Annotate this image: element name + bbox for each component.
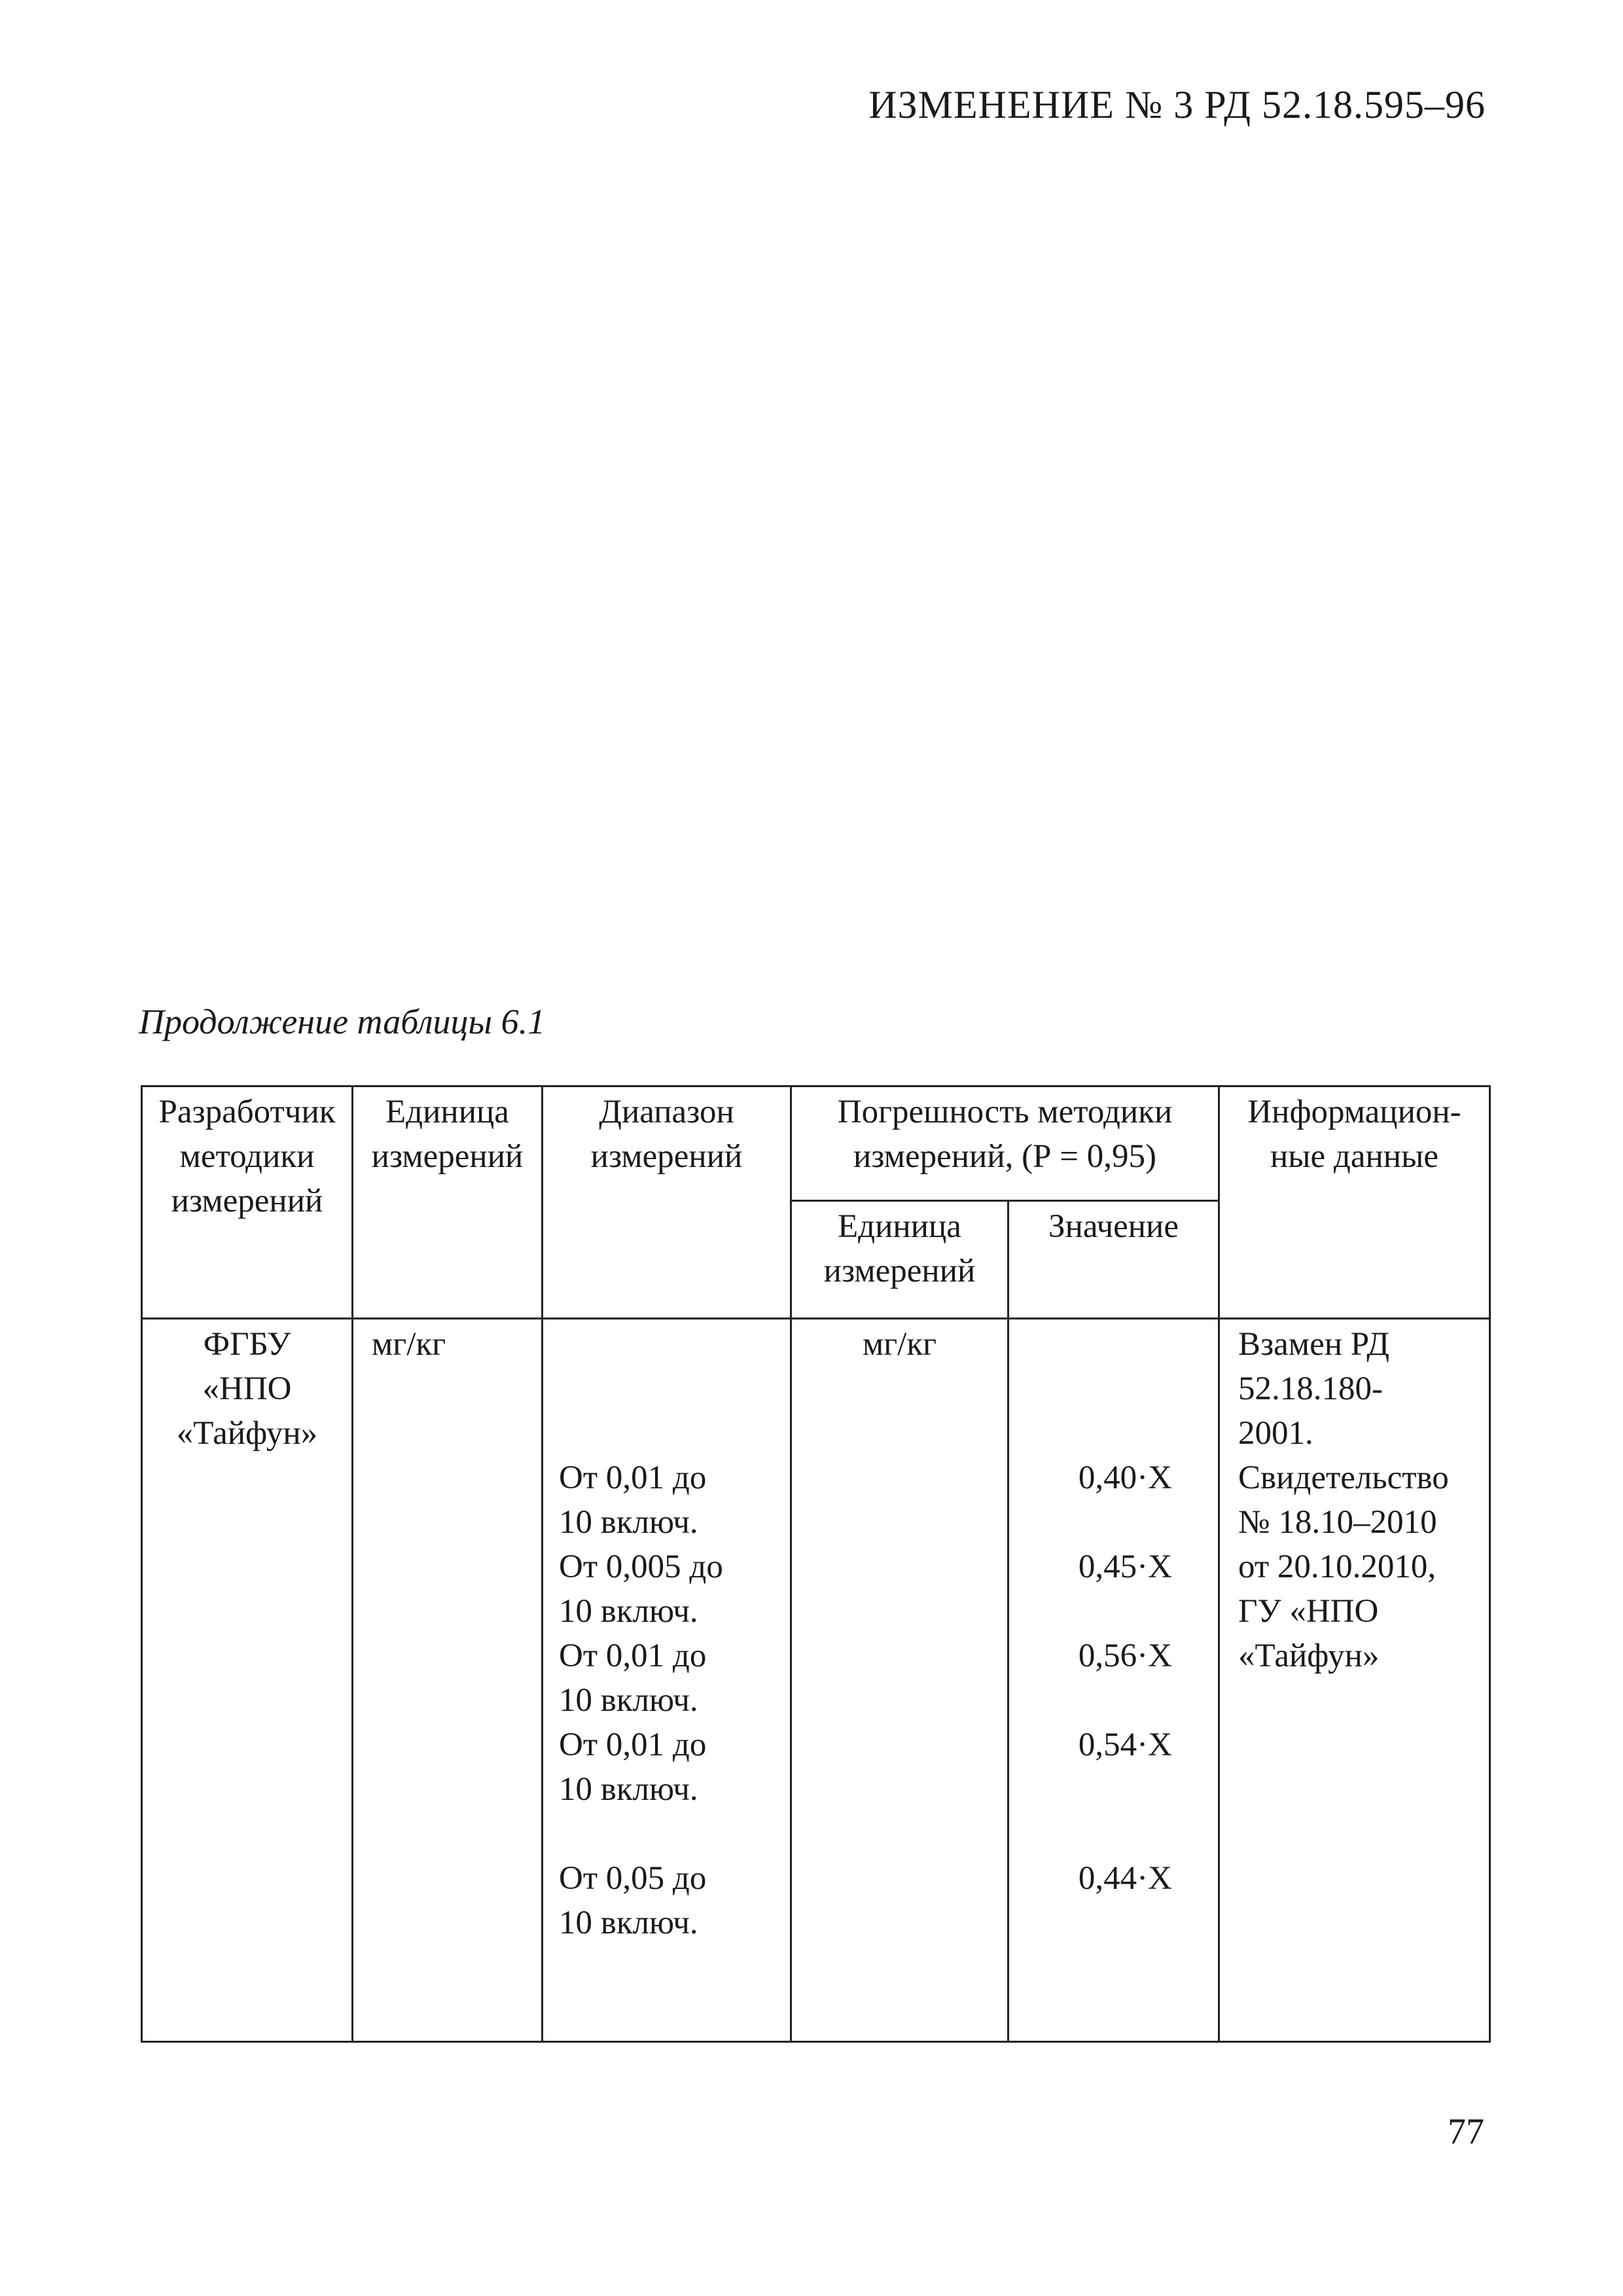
value-item: 0,56·Х <box>1078 1638 1172 1674</box>
value-item: 0,40·Х <box>1078 1460 1172 1496</box>
header-error-value: Значение <box>1008 1201 1219 1319</box>
table-caption: Продолжение таблицы 6.1 <box>139 1002 546 1041</box>
cell-error-unit: мг/кг <box>791 1319 1008 2042</box>
cell-developer: ФГБУ «НПО «Тайфун» <box>142 1319 353 2042</box>
document-header: ИЗМЕНЕНИЕ № 3 РД 52.18.595–96 <box>868 83 1486 126</box>
range-item: От 0,01 до <box>559 1727 707 1763</box>
header-info: Информацион- ные данные <box>1219 1086 1490 1319</box>
cell-info: Взамен РД 52.18.180- 2001. Свидетельство № 18.10–2010 от 20.10.2010, ГУ «НПО «Тайфун» <box>1219 1319 1490 2042</box>
table-header-row <box>142 1086 1490 1201</box>
header-unit: Единица измерений <box>353 1086 543 1319</box>
cell-unit: мг/кг <box>353 1319 543 2042</box>
value-item: 0,45·Х <box>1078 1549 1172 1585</box>
page-number: 77 <box>1448 2111 1484 2152</box>
measurement-table <box>141 1085 1491 2043</box>
table-row <box>142 1319 1490 2042</box>
header-developer: Разработчик методики измерений <box>142 1086 353 1319</box>
header-range: Диапазон измерений <box>543 1086 791 1319</box>
header-error-unit: Единица измерений <box>791 1201 1008 1319</box>
header-error-group: Погрешность методики измерений, (Р = 0,95) <box>791 1086 1219 1201</box>
range-item: От 0,05 до <box>559 1860 707 1897</box>
cell-values <box>1008 1319 1219 2042</box>
value-item: 0,44·Х <box>1078 1860 1172 1897</box>
range-item: От 0,01 до <box>559 1638 707 1674</box>
range-item: От 0,01 до <box>559 1460 707 1496</box>
value-item: 0,54·Х <box>1078 1727 1172 1763</box>
cell-ranges: От 0,01 до 10 включ. От 0,005 до 10 включ. От 0,01 до 10 включ. От 0,01 до 10 включ. От 0,05 до 10 включ. <box>543 1319 791 2042</box>
range-item: От 0,005 до <box>559 1549 723 1585</box>
